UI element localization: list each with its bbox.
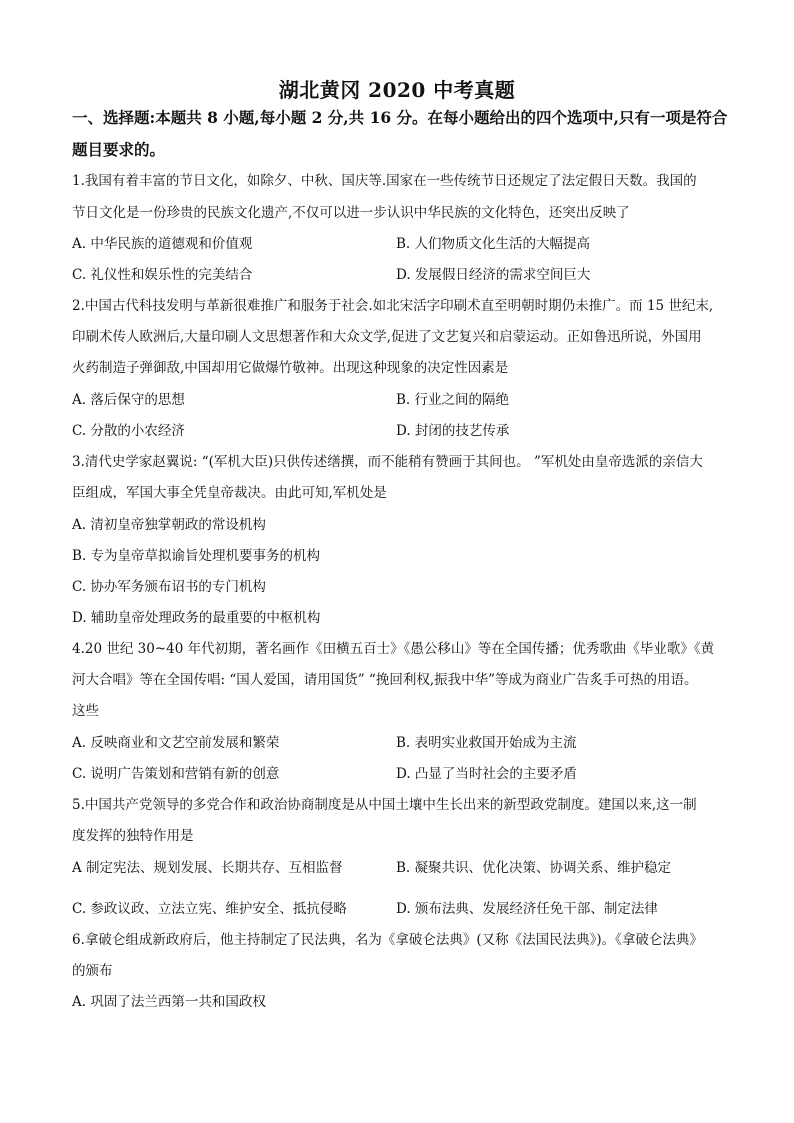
question-1-option-d: D. 发展假日经济的需求空间巨大 [396,267,591,283]
question-1-line1: 1.我国有着丰富的节日文化，如除夕、中秋、国庆等.国家在一些传统节日还规定了法定假日天数。我国的 [72,173,697,189]
question-5-option-b: B. 凝聚共识、优化决策、协调关系、维护稳定 [396,860,672,876]
question-2-option-d: D. 封闭的技艺传承 [396,423,510,439]
question-5-option-d: D. 颁布法典、发展经济任免干部、制定法律 [396,901,658,917]
question-4-option-b: B. 表明实业救国开始成为主流 [396,735,577,751]
question-6-line1: 6.拿破仑组成新政府后，他主持制定了民法典，名为《拿破仑法典》(又称《法国民法典》)。《拿破仑法典》 [72,932,703,948]
question-1-option-b: B. 人们物质文化生活的大幅提高 [396,236,591,252]
question-2-option-c: C. 分散的小农经济 [72,423,185,439]
page-title: 湖北黄冈 2020 中考真题 [278,78,516,102]
question-3-line1: 3.清代史学家赵翼说: “(军机大臣)只供传述缮撰，而不能稍有赞画于其间也。 ”军机处由皇帝选派的亲信大 [72,454,703,470]
question-5-option-a: A 制定宪法、规划发展、长期共存、互相监督 [72,860,343,876]
question-4-line3: 这些 [72,703,99,719]
question-3-option-c: C. 协办军务颁布诏书的专门机构 [72,579,266,595]
question-1-line2: 节日文化是一份珍贵的民族文化遗产,不仅可以进一步认识中华民族的文化特色，还突出反映了 [72,205,630,221]
question-4-line2: 河大合唱》等在全国传唱: “国人爱国，请用国货” “挽回利权,振我中华”等成为商业广告炙手可热的用语。 [72,672,698,688]
question-2-option-b: B. 行业之间的隔绝 [396,392,510,408]
question-4-line1: 4.20 世纪 30~40 年代初期，著名画作《田横五百士》《愚公移山》等在全国传播；优秀歌曲《毕业歌》《黄 [72,641,715,657]
section-heading-line1: 一、选择题:本题共 8 小题,每小题 2 分,共 16 分。在每小题给出的四个选项中,只有一项是符合 [72,108,728,127]
question-6-line2: 的颁布 [72,963,113,979]
question-3-option-a: A. 清初皇帝独掌朝政的常设机构 [72,517,266,533]
question-3-option-b: B. 专为皇帝草拟谕旨处理机要事务的机构 [72,548,321,564]
question-5-line2: 度发挥的独特作用是 [72,828,194,844]
question-4-option-c: C. 说明广告策划和营销有新的创意 [72,766,280,782]
question-6-option-a: A. 巩固了法兰西第一共和国政权 [72,994,266,1010]
question-2-option-a: A. 落后保守的思想 [72,392,185,408]
question-2-line2: 印刷术传人欧洲后,大量印刷人文思想著作和大众文学,促进了文艺复兴和启蒙运动。正如鲁迅所说，外国用 [72,329,702,345]
question-4-option-d: D. 凸显了当时社会的主要矛盾 [396,766,577,782]
question-5-line1: 5.中国共产党领导的多党合作和政治协商制度是从中国土壤中生长出来的新型政党制度。建国以来,这一制 [72,797,697,813]
question-3-option-d: D. 辅助皇帝处理政务的最重要的中枢机构 [72,610,321,626]
question-2-line1: 2.中国古代科技发明与革新很难推广和服务于社会.如北宋活字印刷术直至明朝时期仍未推广。而 15 世纪末, [72,298,714,314]
question-4-option-a: A. 反映商业和文艺空前发展和繁荣 [72,735,280,751]
question-5-option-c: C. 参政议政、立法立宪、维护安全、抵抗侵略 [72,901,347,917]
question-2-line3: 火药制造子弹御敌,中国却用它做爆竹敬神。出现这种现象的决定性因素是 [72,360,509,376]
question-3-line2: 臣组成，军国大事全凭皇帝裁决。由此可知,军机处是 [72,485,387,501]
question-1-option-a: A. 中华民族的道德观和价值观 [72,236,253,252]
section-heading-line2: 题目要求的。 [72,140,166,159]
question-1-option-c: C. 礼仪性和娱乐性的完美结合 [72,267,253,283]
